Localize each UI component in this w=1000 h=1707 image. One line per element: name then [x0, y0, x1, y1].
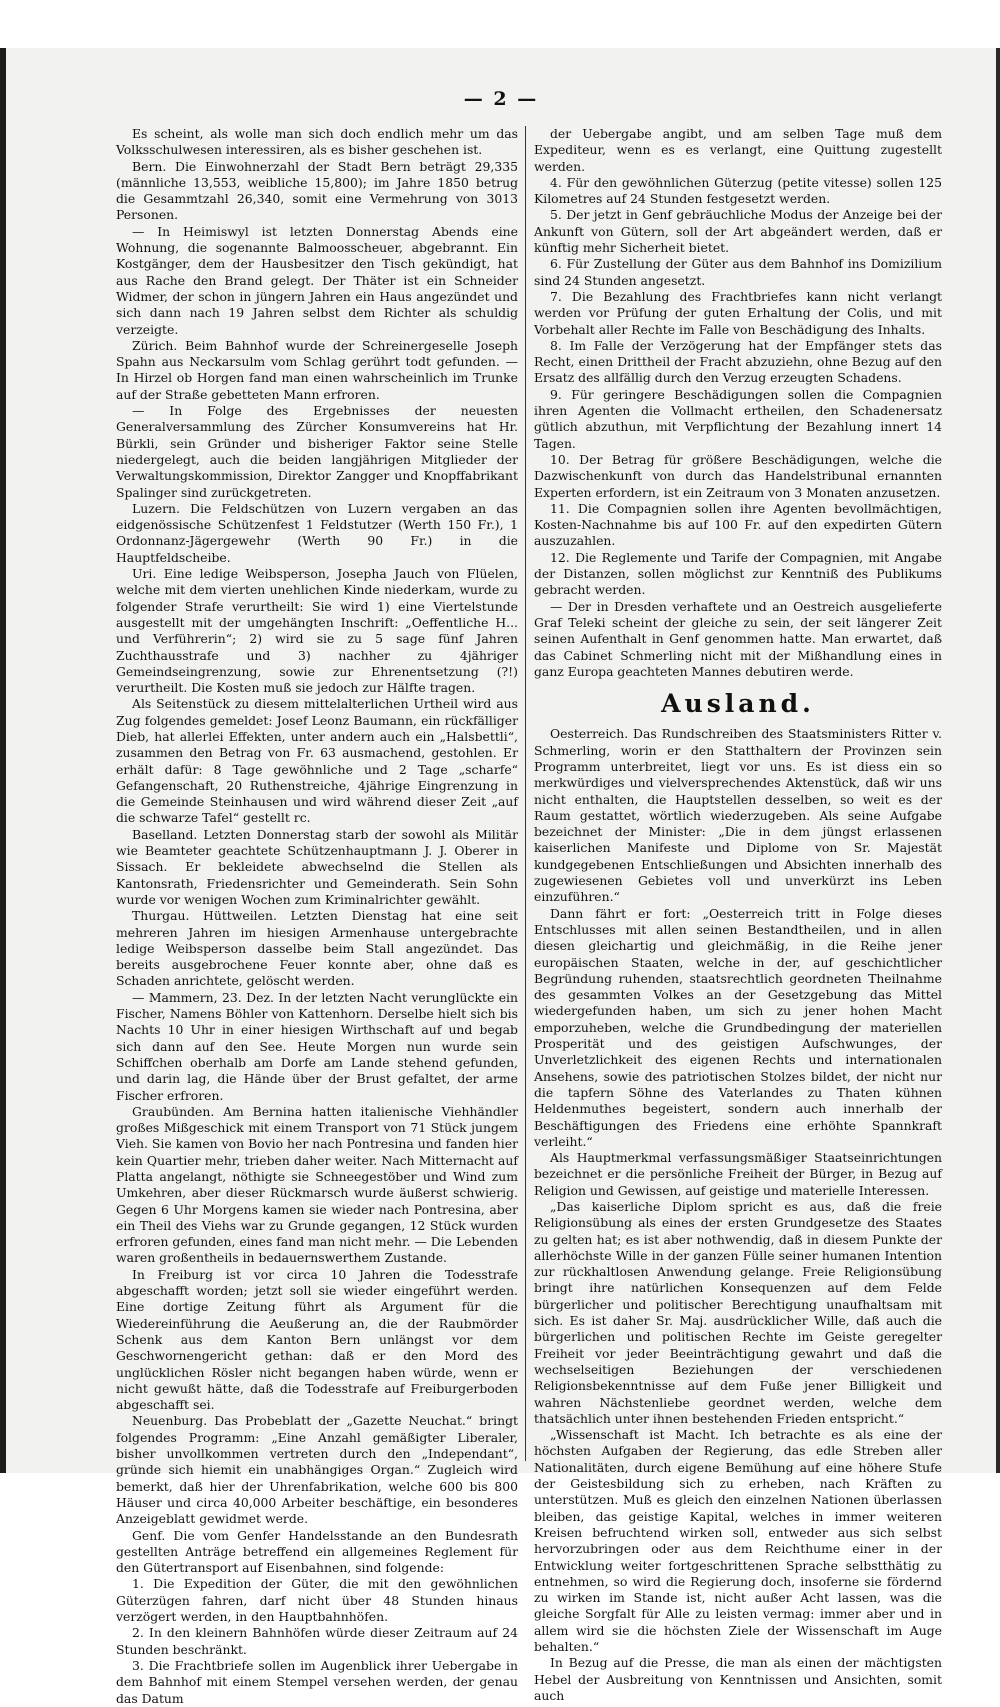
- article-paragraph: Luzern. Die Feldschützen von Luzern vergaben an das eidgenössische Schützenfest 1 Feldstutzer (Werth 150 Fr.), 1 Ordonnanz-Jägergewehr (Werth 90 Fr.) in die Hauptfeldscheibe.: [116, 500, 518, 565]
- article-paragraph: Graubünden. Am Bernina hatten italienische Viehhändler großes Mißgeschick mit einem Transport von 71 Stück jungem Vieh. Sie kamen von Bovio her nach Pontresina und fanden hier kein Quartier mehr, trieben daher weiter. Nach Mitternacht auf Platta angelangt, nöthigte sie Schneegestöber und Wind zum Umkehren, aber dieser Rückmarsch wurde äußerst schwierig. Gegen 6 Uhr Morgens kamen sie wieder nach Pontresina, aber ein Theil des Viehs war zu Grunde gegangen, 12 Stück wurden erfroren gefunden, eines fand man nicht mehr. — Die Lebenden waren großentheils in bedauernswerthem Zustande.: [116, 1103, 518, 1266]
- article-paragraph: „Wissenschaft ist Macht. Ich betrachte es als eine der höchsten Aufgaben der Regierung, das edle Streben aller Nationalitäten, durch eigene Bemühung auf eine höhere Stufe der Geistesbildung sich zu erheben, nach Kräften zu unterstützen. Muß es gleich den einzelnen Nationen überlassen bleiben, das geistige Kapital, welches in immer weiteren Kreisen befruchtend wirken soll, entweder aus sich selbst hervorzubringen oder aus dem Reichthume einer in der Entwicklung weiter fortgeschrittenen Sprache selbstthätig zu entnehmen, so wird die Regierung doch, insoferne sie fördernd zu wirken im Stande ist, nicht außer Acht lassen, was die gleiche Sorgfalt für Alle zu leisten vermag: immer aber und in allem wird sie die höchsten Ziele der Wissenschaft im Auge behalten.“: [534, 1427, 942, 1655]
- section-heading: Ausland.: [661, 689, 815, 719]
- newspaper-page: [6, 48, 996, 1706]
- article-paragraph: 8. Im Falle der Verzögerung hat der Empfänger stets das Recht, einen Drittheil der Fracht abzuziehn, ohne Bezug auf den Ersatz des allfällig durch den Verzug erzeugten Schadens.: [534, 337, 942, 386]
- article-paragraph: Uri. Eine ledige Weibsperson, Josepha Jauch von Flüelen, welche mit dem vierten unehlichen Kinde niederkam, wurde zu folgender Strafe verurtheilt: Sie wird 1) eine Viertelstunde ausgestellt mit der umgehängten Inschrift: „Oeffentliche H... und Verführerin“; 2) wird sie zu 5 sage fünf Jahren Zuchthausstrafe und 3) nachher zu 4jähriger Gemeindseingrenzung, sowie zur Ehrenentsetzung (?!) verurtheilt. Die Kosten muß sie jedoch zur Hälfte tragen.: [116, 566, 518, 696]
- article-paragraph: 9. Für geringere Beschädigungen sollen die Compagnien ihren Agenten die Vollmacht ertheilen, den Schadenersatz gütlich abzuthun, mit Verpflichtung der Bezahlung innert 14 Tagen.: [534, 386, 942, 451]
- column-divider: [525, 126, 526, 1461]
- article-paragraph: — In Heimiswyl ist letzten Donnerstag Abends eine Wohnung, die sogenannte Balmoosscheuer, abgebrannt. Ein Kostgänger, dem der Hausbesitzer den Tisch gekündigt, hat aus Rache den Brand gelegt. Der Thäter ist ein Schneider Widmer, der schon in jüngern Jahren ein Haus angezündet und sich dann nach 19 Jahren selbst dem Richter als schuldig verzeigte.: [116, 223, 518, 337]
- article-paragraph: In Bezug auf die Presse, die man als einen der mächtigsten Hebel der Ausbreitung von Kenntnissen und Ansichten, somit auch: [534, 1655, 942, 1703]
- article-paragraph: Oesterreich. Das Rundschreiben des Staatsministers Ritter v. Schmerling, worin er den Statthaltern der Provinzen sein Programm unterbreitet, liegt vor uns. Es ist diess ein so merkwürdiges und vielversprechendes Aktenstück, daß wir uns nicht enthalten, die Hauptstellen desselben, so weit es der Raum gestattet, wörtlich wiederzugeben. Als seine Aufgabe bezeichnet der Minister: „Die in dem jüngst erlassenen kaiserlichen Manifeste und Diplome von Sr. Majestät kundgegebenen Entschließungen und Absichten innerhalb des zugewiesenen Gebietes voll und unverkürzt ins Leben einzuführen.“: [534, 726, 942, 905]
- article-paragraph: 6. Für Zustellung der Güter aus dem Bahnhof ins Domizilium sind 24 Stunden angesetzt.: [534, 256, 942, 288]
- left-column: [116, 126, 518, 1706]
- page-number: — 2 —: [463, 88, 539, 110]
- article-paragraph: 3. Die Frachtbriefe sollen im Augenblick ihrer Uebergabe in dem Bahnhof mit einem Stempel versehen werden, der genau das Datum: [116, 1657, 518, 1706]
- article-paragraph: 7. Die Bezahlung des Frachtbriefes kann nicht verlangt werden vor Prüfung der guten Erhaltung der Colis, und mit Vorbehalt aller Rechte im Falle von Beschädigung des Inhalts.: [534, 288, 942, 337]
- article-paragraph: der Uebergabe angibt, und am selben Tage muß dem Expediteur, wenn es es verlangt, eine Quittung zugestellt werden.: [534, 126, 942, 174]
- article-paragraph: In Freiburg ist vor circa 10 Jahren die Todesstrafe abgeschafft worden; jetzt soll sie wieder eingeführt werden. Eine dortige Zeitung führt als Argument für die Wiedereinführung die Aeußerung an, die der Raubmörder Schenk aus dem Kanton Bern unlängst vor dem Geschwornengericht gethan: daß er den Mord des unglücklichen Rösler nicht begangen haben würde, wenn er nicht gewußt hätte, daß die Todesstrafe auf Freiburgerboden abgeschafft sei.: [116, 1266, 518, 1413]
- article-paragraph: Es scheint, als wolle man sich doch endlich mehr um das Volksschulwesen interessiren, als es bisher geschehen ist.: [116, 126, 518, 158]
- article-paragraph: — Der in Dresden verhaftete und an Oestreich ausgelieferte Graf Teleki scheint der gleiche zu sein, der seit längerer Zeit seinen Aufenthalt in Genf genommen hatte. Man erwartet, daß das Cabinet Schmerling nicht mit der Mißhandlung eines in ganz Europa geachteten Mannes debutiren werde.: [534, 598, 942, 679]
- article-paragraph: 4. Für den gewöhnlichen Güterzug (petite vitesse) sollen 125 Kilometres auf 24 Stunden festgesetzt werden.: [534, 174, 942, 207]
- article-paragraph: Neuenburg. Das Probeblatt der „Gazette Neuchat.“ bringt folgendes Programm: „Eine Anzahl gemäßigter Liberaler, bisher unvollkommen vertreten durch den „Independant“, gründe sich hiemit ein unabhängiges Organ.“ Zugleich wird bemerkt, daß hier der Uhrenfabrikation, welche 600 bis 800 Häuser und circa 40,000 Arbeiter beschäftige, ein besonderes Anzeigeblatt gewidmet werde.: [116, 1413, 518, 1527]
- article-paragraph: 10. Der Betrag für größere Beschädigungen, welche die Dazwischenkunft von durch das Handelstribunal ernannten Experten erfordern, ist ein Zeitraum von 3 Monaten anzusetzen.: [534, 451, 942, 500]
- right-column: [534, 126, 942, 1703]
- article-paragraph: Bern. Die Einwohnerzahl der Stadt Bern beträgt 29,335 (männliche 13,553, weibliche 15,800); im Jahre 1850 betrug die Gesammtzahl 26,340, somit eine Vermehrung von 3013 Personen.: [116, 158, 518, 223]
- article-paragraph: Genf. Die vom Genfer Handelsstande an den Bundesrath gestellten Anträge betreffend ein allgemeines Reglement für den Gütertransport auf Eisenbahnen, sind folgende:: [116, 1527, 518, 1576]
- article-paragraph: 11. Die Compagnien sollen ihre Agenten bevollmächtigen, Kosten-Nachnahme bis auf 100 Fr. auf den expedirten Gütern auszuzahlen.: [534, 500, 942, 549]
- article-paragraph: — Mammern, 23. Dez. In der letzten Nacht verunglückte ein Fischer, Namens Böhler von Kattenhorn. Derselbe hielt sich bis Nachts 10 Uhr in einer hiesigen Wirthschaft auf und begab sich dann auf den See. Heute Morgen nun wurde sein Schiffchen oberhalb am Dorfe am Lande stehend gefunden, und darin lag, die Hände über der Brust gefaltet, der arme Fischer erfroren.: [116, 989, 518, 1103]
- article-paragraph: Baselland. Letzten Donnerstag starb der sowohl als Militär wie Beamteter geachtete Schützenhauptmann J. J. Oberer in Sissach. Er bekleidete abwechselnd die Stellen als Kantonsrath, Friedensrichter und Gemeinderath. Sein Sohn wurde vor wenigen Wochen zum Kriminalrichter gewählt.: [116, 826, 518, 907]
- article-paragraph: Als Seitenstück zu diesem mittelalterlichen Urtheil wird aus Zug folgendes gemeldet: Josef Leonz Baumann, ein rückfälliger Dieb, hat allerlei Effekten, unter andern auch ein „Halsbettli“, zusammen den Betrag von Fr. 63 ausmachend, gestohlen. Er erhält dafür: 8 Tage gewöhnliche und 2 Tage „scharfe“ Gefangenschaft, 20 Ruthenstreiche, 4jährige Eingrenzung in die Gemeinde Steinhausen und wird während dieser Zeit „auf die schwarze Tafel“ gestellt rc.: [116, 696, 518, 826]
- article-paragraph: 5. Der jetzt in Genf gebräuchliche Modus der Anzeige bei der Ankunft von Gütern, soll der Art abgeändert werden, daß er künftig mehr Sicherheit bietet.: [534, 207, 942, 256]
- article-paragraph: — In Folge des Ergebnisses der neuesten Generalversammlung des Zürcher Konsumvereins hat Hr. Bürkli, sein Gründer und bisheriger Faktor seine Stelle niedergelegt, auch die beiden langjährigen Mitglieder der Verwaltungskommission, Direktor Zangger und Knopffabrikant Spalinger sind zurückgetreten.: [116, 403, 518, 500]
- article-paragraph: Zürich. Beim Bahnhof wurde der Schreinergeselle Joseph Spahn aus Neckarsulm vom Schlag gerührt todt gefunden. — In Hirzel ob Horgen fand man einen wahrscheinlich im Trunke auf der Straße gebetteten Mann erfroren.: [116, 337, 518, 402]
- article-paragraph: Als Hauptmerkmal verfassungsmäßiger Staatseinrichtungen bezeichnet er die persönliche Freiheit der Bürger, in Bezug auf Religion und Gewissen, auf geistige und materielle Interessen.: [534, 1150, 942, 1198]
- article-paragraph: 12. Die Reglemente und Tarife der Compagnien, mit Angabe der Distanzen, sollen möglichst zur Kenntniß des Publikums gebracht werden.: [534, 549, 942, 598]
- article-paragraph: Thurgau. Hüttweilen. Letzten Dienstag hat eine seit mehreren Jahren im hiesigen Armenhause untergebrachte ledige Weibsperson dasselbe beim Stall angezündet. Das bereits ausgebrochene Feuer konnte aber, ohne daß es Schaden anrichtete, gelöscht werden.: [116, 908, 518, 989]
- article-paragraph: 2. In den kleinern Bahnhöfen würde dieser Zeitraum auf 24 Stunden beschränkt.: [116, 1625, 518, 1657]
- article-paragraph: Dann fährt er fort: „Oesterreich tritt in Folge dieses Entschlusses mit allen seinen Bestandtheilen, und in allen diesen gleichartig und gleichmäßig, in die Reihe jener europäischen Staaten, welche in der, auf geschichtlicher Begründung ruhenden, staatsrechtlich geordneten Theilnahme des gesammten Volkes an der Gesetzgebung das Mittel wiedergefunden haben, um sich zu jener hohen Macht emporzuheben, welche die Grundbedingung der materiellen Prosperität und des geistigen Aufschwunges, der Unverletzlichkeit des eigenen Rechts und internationalen Ansehens, sowie des patriotischen Stolzes bildet, der nicht nur die tapfern Söhne des Vaterlandes zu Thaten kühnen Heldenmuthes begeistert, sondern auch innerhalb der Beschäftigungen des Friedens eine erhöhte Spannkraft verleiht.“: [534, 905, 942, 1149]
- article-paragraph: „Das kaiserliche Diplom spricht es aus, daß die freie Religionsübung als eines der ersten Grundgesetze des Staates zu gelten hat; es ist aber nothwendig, daß in diesem Punkte der allerhöchste Wille in der ganzen Fülle seiner humanen Intention zur rückhaltlosen Anwendung gelange. Freie Religionsübung bringt ihre natürlichen Konsequenzen auf dem Felde bürgerlicher und politischer Berechtigung unaufhaltsam mit sich. Es ist daher Sr. Maj. ausdrücklicher Wille, daß auch die bürgerlichen und politischen Rechte im Geiste geregelter Freiheit vor jeder Beeinträchtigung gewahrt und daß die wechselseitigen Beziehungen der verschiedenen Religionsbekenntnisse auf dem Fuße jener Billigkeit und wahren Nächstenliebe geordnet werden, welche dem thatsächlich unter ihnen bestehenden Frieden entspricht.“: [534, 1199, 942, 1426]
- scan-right-edge: [996, 48, 1000, 1473]
- scan-top-margin: [0, 0, 1000, 48]
- article-paragraph: 1. Die Expedition der Güter, die mit den gewöhnlichen Güterzügen fahren, darf nicht über 48 Stunden hinaus verzögert werden, in den Hauptbahnhöfen.: [116, 1576, 518, 1625]
